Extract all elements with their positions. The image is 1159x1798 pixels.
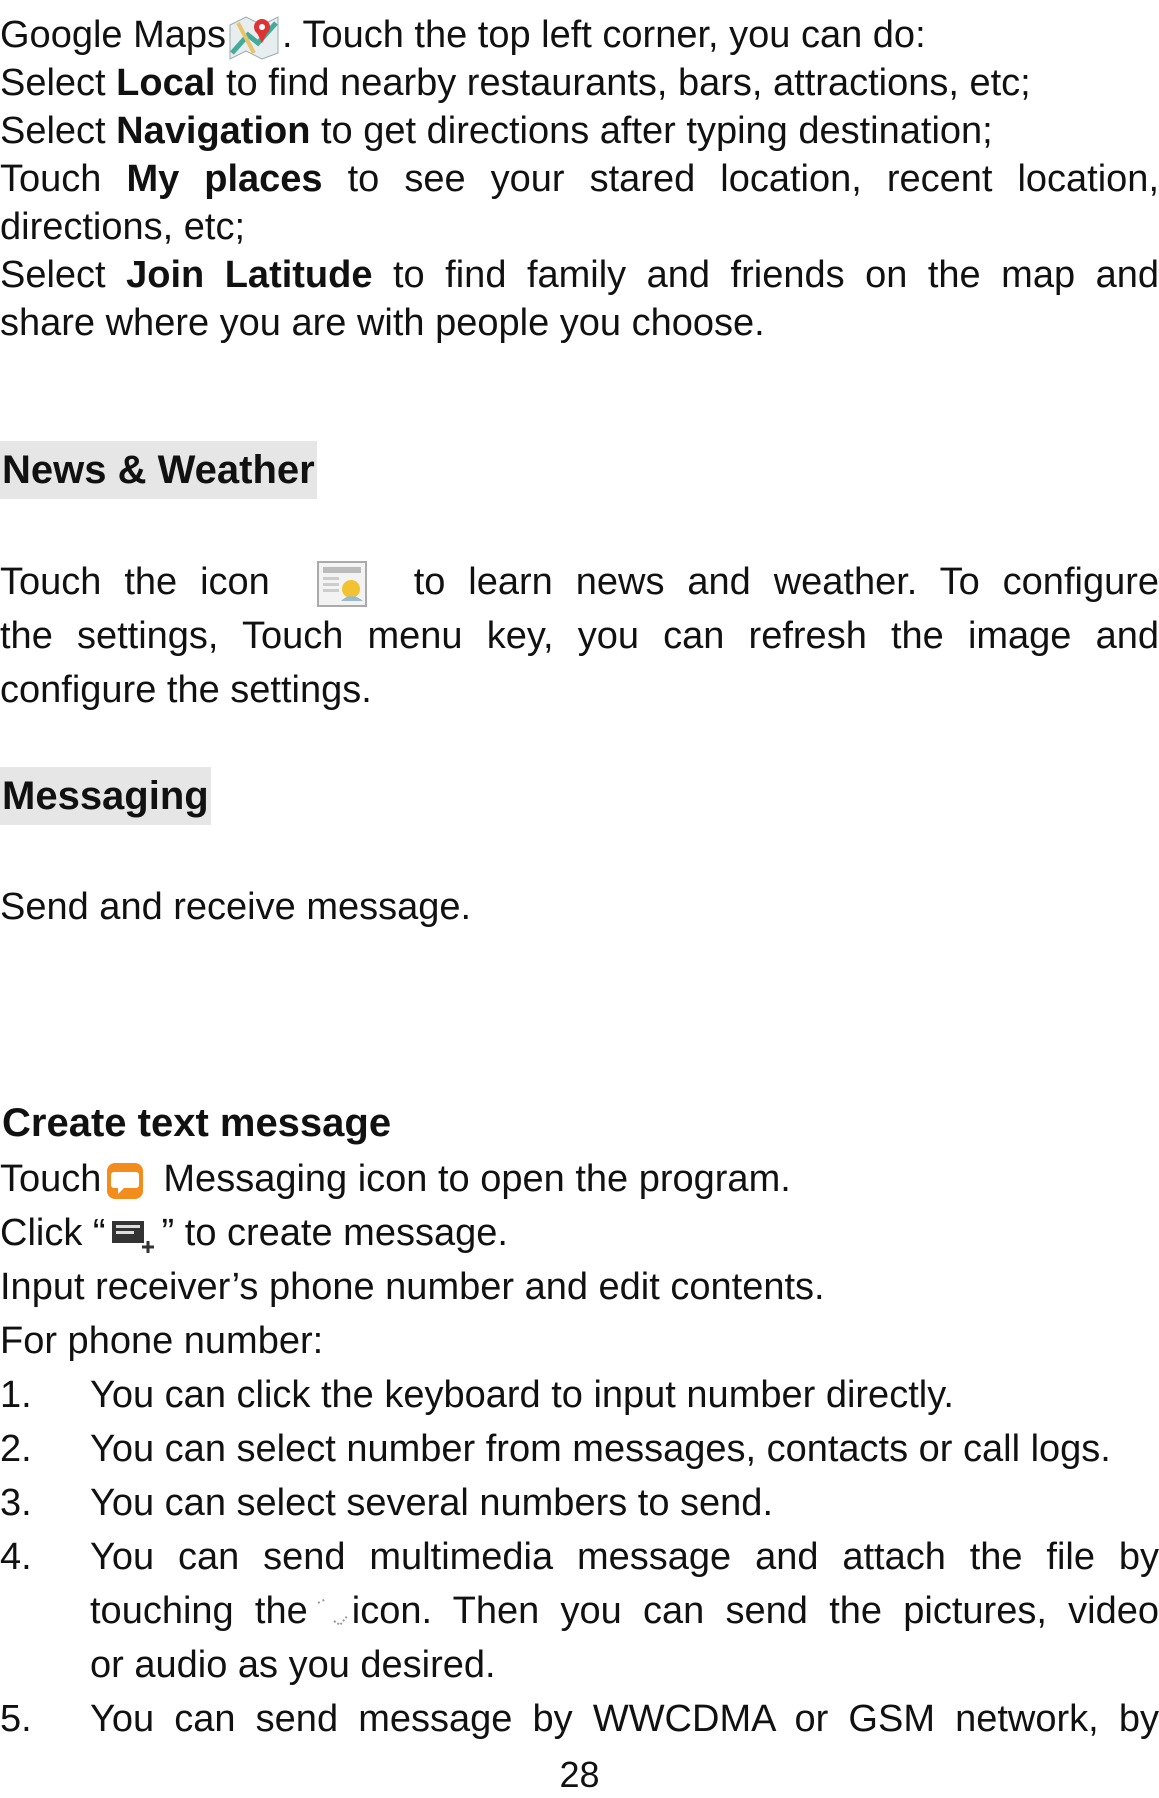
- maps-my-places-line-2: directions, etc;: [0, 206, 245, 248]
- list-text: You can send message by WWCDMA or GSM network, by: [90, 1698, 1159, 1740]
- navigation-label: Navigation: [116, 110, 311, 152]
- list-item: [0, 1530, 1159, 1692]
- news-weather-heading: News & Weather: [0, 441, 317, 499]
- list-text-line-2: touching the icon. Then you can send the pictures, video: [90, 1590, 1159, 1632]
- list-text: You can select several numbers to send.: [90, 1482, 773, 1524]
- join-latitude-label: Join Latitude: [126, 254, 373, 296]
- news-line-2: the settings, Touch menu key, you can refresh the image and: [0, 615, 1159, 657]
- list-text: You can click the keyboard to input number directly.: [90, 1374, 954, 1416]
- list-item: [0, 1368, 1159, 1422]
- attach-icon: [310, 1594, 350, 1632]
- list-item: [0, 1692, 1159, 1746]
- list-number: 1.: [0, 1374, 32, 1416]
- list-text-line-3: or audio as you desired.: [90, 1644, 496, 1686]
- google-maps-icon: [228, 13, 280, 61]
- create-touch-line: Touch Messaging icon to open the program.: [0, 1158, 791, 1200]
- news-line-3: configure the settings.: [0, 669, 372, 711]
- maps-my-places-line: Touch My places to see your stared location, recent location,: [0, 158, 1159, 200]
- list-text: You can send multimedia message and attach the file by: [90, 1536, 1159, 1578]
- maps-local-line: Select Local to find nearby restaurants, bars, attractions, etc;: [0, 62, 1031, 104]
- maps-navigation-line: Select Navigation to get directions after typing destination;: [0, 110, 993, 152]
- new-message-icon: [108, 1216, 160, 1254]
- messaging-heading: Messaging: [0, 767, 211, 825]
- messaging-app-icon: [105, 1161, 145, 1201]
- my-places-label: My places: [126, 158, 323, 200]
- list-text: You can select number from messages, contacts or call logs.: [90, 1428, 1111, 1470]
- list-item: [0, 1476, 1159, 1530]
- maps-intro-line: Google Maps . Touch the top left corner, you can do:: [0, 8, 1159, 62]
- maps-latitude-line-2: share where you are with people you choose.: [0, 302, 765, 344]
- create-for-phone-line: For phone number:: [0, 1320, 324, 1362]
- page-number: 28: [559, 1754, 600, 1795]
- maps-latitude-line: Select Join Latitude to find family and friends on the map and: [0, 254, 1159, 296]
- create-text-message-heading: Create text message: [2, 1101, 392, 1145]
- news-line-1: Touch the icon to learn news and weather. To configure: [0, 555, 1159, 609]
- list-number: 2.: [0, 1428, 32, 1470]
- list-item: [0, 1422, 1159, 1476]
- news-weather-icon: [315, 559, 369, 609]
- list-number: 3.: [0, 1482, 32, 1524]
- list-number: 5.: [0, 1698, 32, 1740]
- list-number: 4.: [0, 1536, 32, 1578]
- local-label: Local: [116, 62, 216, 104]
- create-input-line: Input receiver’s phone number and edit contents.: [0, 1266, 825, 1308]
- messaging-text: Send and receive message.: [0, 886, 472, 928]
- create-click-line: Click “ ” to create message.: [0, 1212, 508, 1254]
